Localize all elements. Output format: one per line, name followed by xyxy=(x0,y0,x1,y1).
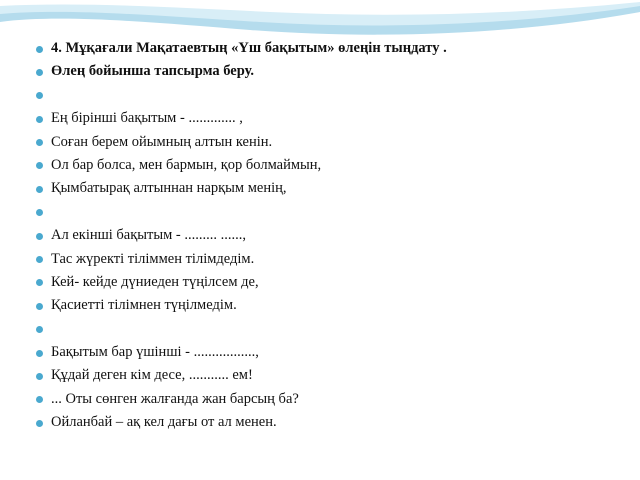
list-item xyxy=(36,107,626,130)
list-item-text: Өлең бойынша тапсырма беру. xyxy=(51,63,255,80)
bullet-dot-icon xyxy=(36,373,43,380)
list-item-text: Кей- кейде дүниеден түңілсем де, xyxy=(51,273,259,290)
list-item-text: Ойланбай – ақ кел дағы от ал менен. xyxy=(51,414,277,431)
list-item xyxy=(36,341,626,364)
bullet-dot-icon xyxy=(36,139,43,146)
bullet-dot-icon xyxy=(36,279,43,286)
bullet-dot-icon xyxy=(36,92,43,99)
list-item xyxy=(36,224,626,247)
list-item-text: ... Оты сөнген жалғанда жан барсың ба? xyxy=(51,390,299,407)
list-item-text: Ол бар болса, мен бармын, қор болмаймын, xyxy=(51,156,322,173)
list-item xyxy=(36,411,626,434)
list-item xyxy=(36,60,626,83)
list-item xyxy=(36,388,626,411)
list-item xyxy=(36,248,626,271)
list-item-text: Бақытым бар үшінші - ................., xyxy=(51,344,259,361)
bullet-dot-icon xyxy=(36,350,43,357)
bullet-dot-icon xyxy=(36,420,43,427)
list-item xyxy=(36,37,626,60)
list-item xyxy=(36,294,626,317)
list-item-text: Ал екінші бақытым - ......... ......, xyxy=(51,227,246,244)
bullet-dot-icon xyxy=(36,256,43,263)
list-item-text: Соған берем ойымның алтын кенін. xyxy=(51,133,273,150)
bullet-dot-icon xyxy=(36,233,43,240)
empty-list-item xyxy=(36,318,626,341)
list-item xyxy=(36,131,626,154)
list-item xyxy=(36,364,626,387)
list-item xyxy=(36,271,626,294)
bullet-dot-icon xyxy=(36,209,43,216)
bullet-dot-icon xyxy=(36,69,43,76)
bullet-dot-icon xyxy=(36,396,43,403)
list-item xyxy=(36,177,626,200)
bullet-dot-icon xyxy=(36,116,43,123)
bullet-list xyxy=(36,37,626,435)
bullet-dot-icon xyxy=(36,186,43,193)
empty-list-item xyxy=(36,201,626,224)
bullet-dot-icon xyxy=(36,326,43,333)
list-item-text: Қымбатырақ алтыннан нарқым менің, xyxy=(51,180,287,197)
list-item-text: Ең бірінші бақытым - ............. , xyxy=(51,110,243,127)
list-item-text: Қасиетті тілімнен түңілмедім. xyxy=(51,297,237,314)
empty-list-item xyxy=(36,84,626,107)
list-item-text: Құдай деген кім десе, ........... ем! xyxy=(51,367,253,384)
list-item xyxy=(36,154,626,177)
list-item-text: 4. Мұқағали Мақатаевтың «Үш бақытым» өлеңін тыңдату . xyxy=(51,40,447,56)
bullet-dot-icon xyxy=(36,46,43,53)
list-item-text: Тас жүректі тіліммен тілімдедім. xyxy=(51,250,255,267)
bullet-dot-icon xyxy=(36,162,43,169)
bullet-dot-icon xyxy=(36,303,43,310)
